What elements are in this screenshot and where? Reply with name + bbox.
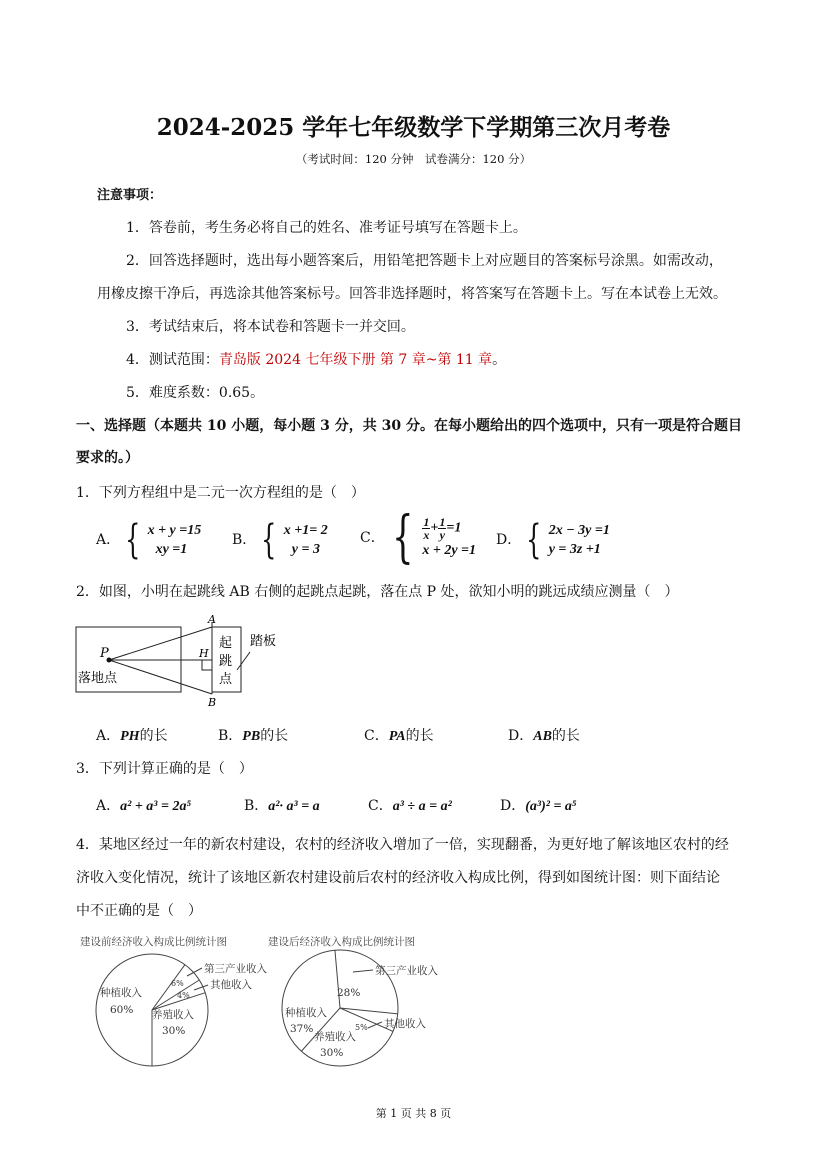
pie-before-value: 6%: [171, 979, 184, 988]
label-a: A: [208, 613, 216, 626]
q2-option-d: D．AB的长: [508, 728, 580, 744]
page-footer: 第 1 页 共 8 页: [375, 1107, 452, 1120]
notice-item: 1．答卷前，考生务必将自己的姓名、准考证号填写在答题卡上。: [126, 220, 527, 236]
label-takeoff: 起: [219, 636, 233, 651]
pie-after-label: 种植收入: [285, 1007, 327, 1019]
pie-before-label: 其他收入: [210, 979, 252, 991]
long-jump-diagram: [70, 610, 310, 710]
q3-stem: 3．下列计算正确的是（ ）: [76, 761, 253, 777]
pie-after-label: 其他收入: [384, 1018, 426, 1030]
q2-option-a: A．PH的长: [96, 728, 168, 744]
pie-after-value: 30%: [320, 1047, 344, 1059]
pie-after-value: 37%: [290, 1023, 314, 1035]
q4-stem: 中不正确的是（ ）: [76, 903, 202, 919]
pie-after-value: 5%: [355, 1023, 368, 1032]
notice-item: 2．回答选择题时，选出每小题答案后，用铅笔把答题卡上对应题目的答案标号涂黑。如需改动，: [126, 253, 723, 269]
q3-option-d: D．(a³)² = a⁵: [500, 798, 577, 814]
notice-item: 用橡皮擦干净后，再选涂其他答案标号。回答非选择题时，将答案写在答题卡上。写在本试卷上无效。: [97, 286, 727, 302]
pie-before-value: 60%: [110, 1004, 134, 1016]
q1-option-b: B． { x +1= 2 y = 3: [232, 517, 328, 563]
test-scope: 青岛版 2024 七年级下册 第 7 章~第 11 章: [218, 352, 493, 368]
q1-option-c: C． { $\frac{1}{x}$ + $\frac{1}{y}$ =1 x + 2y =1: [360, 505, 477, 570]
notice-item: 3．考试结束后，将本试卷和答题卡一并交回。: [126, 319, 415, 335]
notice-item: 4．测试范围：青岛版 2024 七年级下册 第 7 章~第 11 章。: [126, 352, 507, 368]
pie-before-label: 第三产业收入: [204, 963, 267, 975]
q3-option-c: C．a³ ÷ a = a²: [368, 798, 452, 814]
label-takeoff: 点: [219, 672, 233, 687]
q3-option-a: A．a² + a³ = 2a⁵: [96, 798, 192, 814]
page-title: 2024-2025 学年七年级数学下学期第三次月考卷: [156, 114, 671, 141]
section-heading: 一、选择题（本题共 10 小题，每小题 3 分，共 30 分。在每小题给出的四个选项中，只有一项是符合题目: [76, 418, 742, 434]
label-takeoff: 跳: [219, 654, 233, 669]
pie-after-value: 28%: [337, 987, 361, 999]
q2-option-c: C．PA的长: [364, 728, 434, 744]
q2-stem: 2．如图，小明在起跳线 AB 右侧的起跳点起跳，落在点 P 处，欲知小明的跳远成绩应测量（ ）: [76, 584, 679, 600]
label-board: 踏板: [250, 634, 277, 649]
pie-before-label: 种植收入: [100, 987, 142, 999]
exam-info: （考试时间：120 分钟 试卷满分：120 分）: [295, 152, 532, 166]
q1-option-d: D． { 2x − 3y =1 y = 3z +1: [496, 517, 610, 563]
q1-stem: 1．下列方程组中是二元一次方程组的是（ ）: [76, 485, 365, 501]
q2-option-b: B．PB的长: [218, 728, 289, 744]
q4-stem: 济收入变化情况，统计了该地区新农村建设前后农村的经济收入构成比例，得到如图统计图：则下面结论: [76, 870, 720, 886]
label-p: P: [100, 646, 109, 661]
pie-before-value: 30%: [162, 1025, 186, 1037]
pie-charts: [70, 930, 470, 1068]
q3-option-b: B．a²· a³ = a: [244, 798, 320, 814]
section-heading: 要求的。）: [76, 450, 139, 466]
pie-after-label: 养殖收入: [314, 1031, 356, 1043]
pie-before-value: 4%: [177, 991, 190, 1000]
pie-after-label: 第三产业收入: [375, 965, 438, 977]
notice-heading: 注意事项：: [97, 188, 163, 203]
pie-after-title: 建设后经济收入构成比例统计图: [268, 936, 415, 948]
pie-before-label: 养殖收入: [152, 1009, 194, 1021]
q4-stem: 4．某地区经过一年的新农村建设，农村的经济收入增加了一倍，实现翻番，为更好地了解该地区农村的经: [76, 837, 729, 853]
label-landing: 落地点: [78, 671, 118, 686]
label-b: B: [208, 696, 217, 709]
notice-item: 5．难度系数：0.65。: [126, 385, 265, 401]
label-h: H: [199, 647, 209, 660]
pie-before-title: 建设前经济收入构成比例统计图: [80, 936, 227, 948]
q1-option-a: A． { x + y =15 xy =1: [96, 517, 202, 563]
